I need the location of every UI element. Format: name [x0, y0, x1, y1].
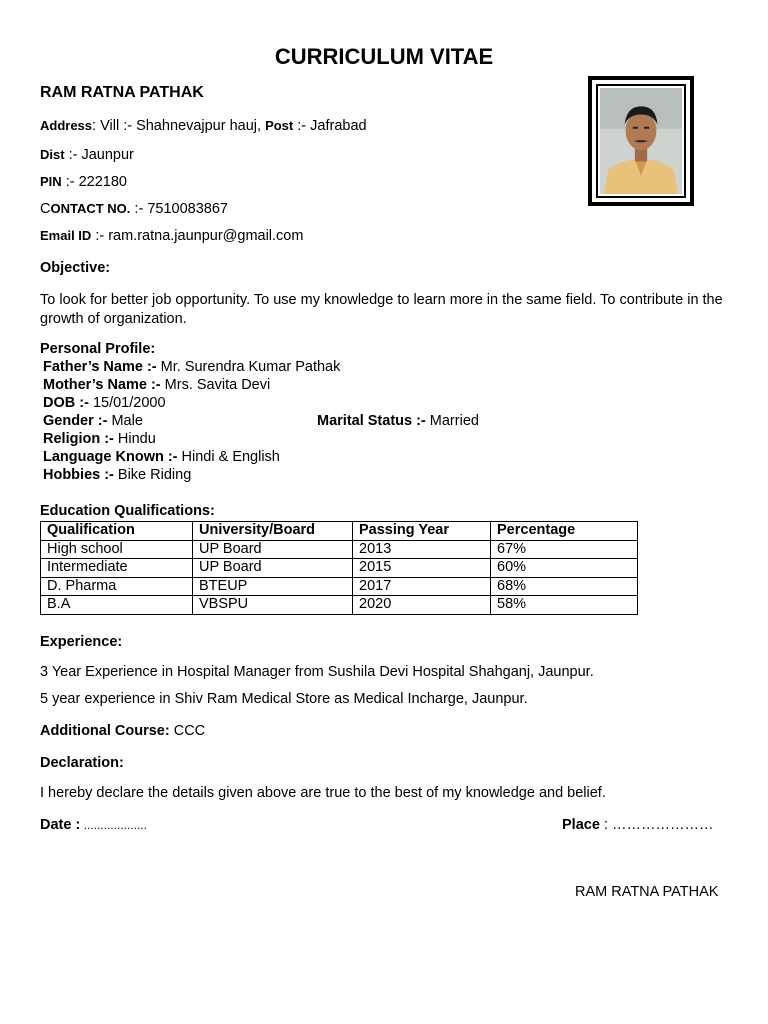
column-header: University/Board	[193, 522, 353, 541]
gender-value: Male	[107, 413, 143, 429]
additional-course-label: Additional Course:	[40, 723, 170, 739]
marital-status-value: Married	[425, 413, 479, 429]
address-label: Address	[40, 118, 93, 133]
table-row	[41, 596, 638, 615]
education-heading: Education Qualifications:	[40, 503, 215, 519]
marital-status-line	[317, 413, 479, 429]
table-cell: High school	[41, 540, 193, 559]
person-portrait-icon	[600, 88, 682, 194]
address-value: : Vill :- Shahnevajpur hauj,	[92, 118, 266, 134]
language-label: Language Known :-	[43, 449, 178, 465]
column-header: Percentage	[491, 522, 638, 541]
email-value: :- ram.ratna.jaunpur@gmail.com	[91, 228, 304, 244]
table-row	[41, 540, 638, 559]
pin-line	[40, 174, 127, 190]
experience-item: 5 year experience in Shiv Ram Medical Store as Medical Incharge, Jaunpur.	[40, 691, 528, 707]
additional-course-value: CCC	[169, 723, 206, 739]
religion-line	[43, 431, 156, 447]
post-label: Post	[265, 118, 294, 133]
hobbies-label: Hobbies :-	[43, 467, 114, 483]
mother-name-label: Mother’s Name :-	[43, 377, 161, 393]
table-cell: 2013	[353, 540, 491, 559]
dob-value: 15/01/2000	[88, 395, 166, 411]
marital-status-label: Marital Status :-	[317, 413, 426, 429]
date-line	[40, 817, 147, 833]
dist-line	[40, 147, 134, 163]
additional-course-line	[40, 723, 205, 739]
signature-name: RAM RATNA PATHAK	[575, 884, 719, 900]
table-cell: VBSPU	[193, 596, 353, 615]
email-line	[40, 228, 303, 244]
column-header: Passing Year	[353, 522, 491, 541]
table-cell: 2017	[353, 577, 491, 596]
hobbies-line	[43, 467, 191, 483]
table-cell: BTEUP	[193, 577, 353, 596]
document-title: CURRICULUM VITAE	[274, 44, 494, 69]
dist-label: Dist	[40, 147, 65, 162]
pin-label: PIN	[40, 174, 62, 189]
contact-label-first: C	[40, 201, 51, 217]
dist-value: :- Jaunpur	[64, 147, 134, 163]
father-name-value: Mr. Surendra Kumar Pathak	[156, 359, 341, 375]
religion-value: Hindu	[113, 431, 156, 447]
table-cell: B.A	[41, 596, 193, 615]
gender-line	[43, 413, 143, 429]
table-cell: Intermediate	[41, 559, 193, 578]
dob-line	[43, 395, 166, 411]
mother-name-value: Mrs. Savita Devi	[160, 377, 271, 393]
column-header: Qualification	[41, 522, 193, 541]
objective-text: To look for better job opportunity. To use my knowledge to learn more in the same field. To contribute in the growth of organization.	[40, 292, 723, 327]
mother-name-line	[43, 377, 270, 393]
candidate-name: RAM RATNA PATHAK	[40, 84, 204, 101]
date-value: ...................	[80, 818, 147, 832]
table-cell: 2015	[353, 559, 491, 578]
declaration-heading: Declaration:	[40, 755, 124, 771]
table-cell: UP Board	[193, 559, 353, 578]
objective-heading: Objective:	[40, 260, 111, 276]
contact-value: :- 7510083867	[130, 201, 228, 217]
profile-photo	[588, 76, 694, 206]
table-row	[41, 577, 638, 596]
experience-item: 3 Year Experience in Hospital Manager from Sushila Devi Hospital Shahganj, Jaunpur.	[40, 664, 594, 680]
education-table	[40, 521, 638, 615]
place-label: Place	[562, 817, 600, 833]
religion-label: Religion :-	[43, 431, 114, 447]
table-cell: 60%	[491, 559, 638, 578]
place-value: : …………………	[599, 817, 714, 833]
personal-profile-heading: Personal Profile:	[40, 341, 156, 357]
contact-line	[40, 201, 228, 217]
table-header-row	[41, 522, 638, 541]
date-label: Date :	[40, 817, 81, 833]
father-name-label: Father’s Name :-	[43, 359, 157, 375]
experience-heading: Experience:	[40, 634, 123, 650]
table-cell: UP Board	[193, 540, 353, 559]
declaration-text: I hereby declare the details given above are true to the best of my knowledge and belief.	[40, 785, 606, 801]
place-line	[562, 817, 714, 833]
table-cell: 68%	[491, 577, 638, 596]
table-cell: 67%	[491, 540, 638, 559]
post-value: :- Jafrabad	[293, 118, 367, 134]
email-label: Email ID	[40, 228, 92, 243]
gender-label: Gender :-	[43, 413, 108, 429]
language-line	[43, 449, 280, 465]
table-cell: 58%	[491, 596, 638, 615]
pin-value: :- 222180	[61, 174, 127, 190]
table-cell: 2020	[353, 596, 491, 615]
table-cell: D. Pharma	[41, 577, 193, 596]
language-value: Hindi & English	[177, 449, 280, 465]
address-line	[40, 118, 367, 134]
father-name-line	[43, 359, 340, 375]
hobbies-value: Bike Riding	[113, 467, 192, 483]
table-row	[41, 559, 638, 578]
dob-label: DOB :-	[43, 395, 89, 411]
contact-label: ONTACT NO.	[50, 201, 131, 216]
